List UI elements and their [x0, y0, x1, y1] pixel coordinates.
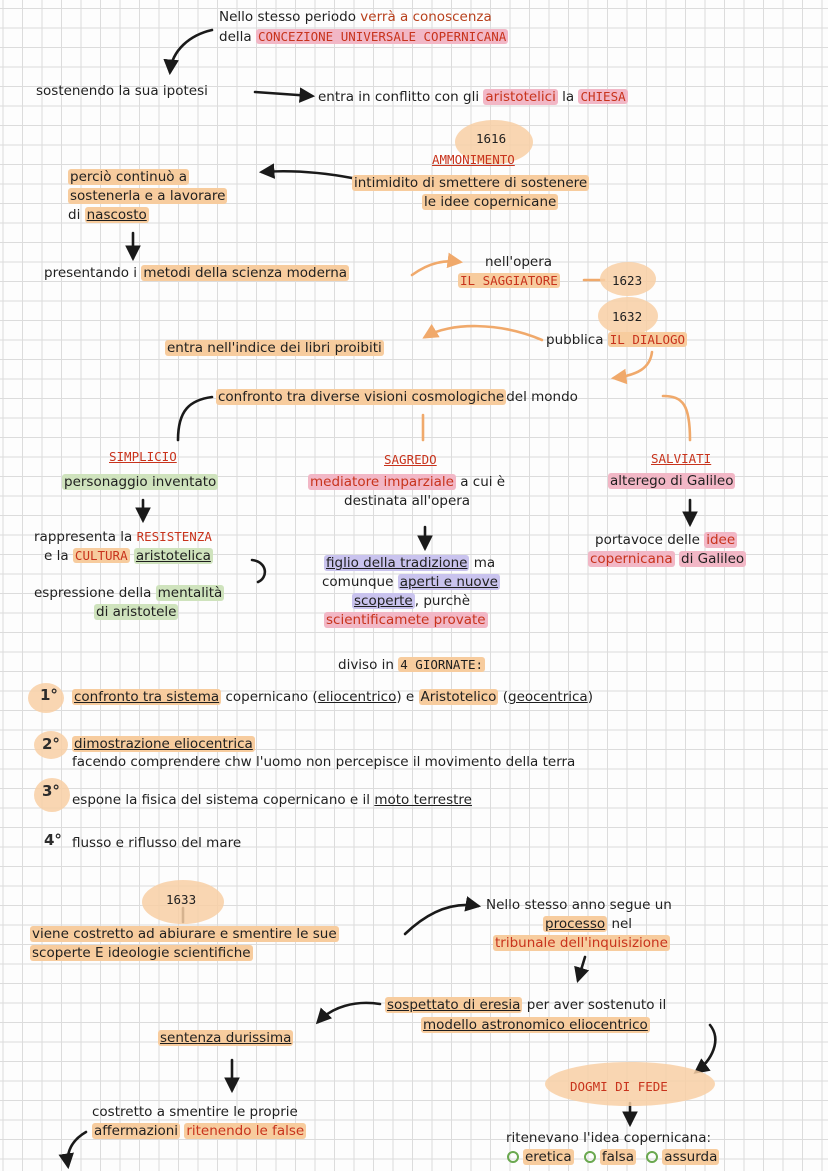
salviati-line-2: copernicana di Galileo: [590, 551, 745, 567]
intro-line-2: della CONCEZIONE UNIVERSALE COPERNICANA: [219, 29, 507, 45]
trial-left-1: viene costretto ad abiurare e smentire le sue: [32, 926, 337, 942]
bullet-icon: [646, 1151, 658, 1163]
day-3-number: 3°: [42, 782, 60, 800]
idea-line: ritenevano l'idea copernicana:: [506, 1130, 712, 1146]
day-2-text: dimostrazione eliocentrica: [74, 736, 253, 752]
salviati-name: SALVIATI: [651, 451, 712, 466]
trial-left-2: scoperte E ideologie scientifiche: [32, 945, 251, 961]
continued-line-3: di nascosto: [68, 207, 147, 223]
saggiatore-year: 1623: [612, 273, 643, 288]
sagredo-line-1: figlio della tradizione ma: [326, 555, 496, 571]
sagredo-desc: mediatore imparziale a cui è: [310, 474, 506, 490]
day-4-text: flusso e riflusso del mare: [72, 835, 242, 851]
trial-right-2: processo nel: [545, 916, 633, 932]
index-line: entra nell'indice dei libri proibiti: [167, 340, 382, 356]
hypothesis-left: sostenendo la sua ipotesi: [36, 83, 208, 99]
hypothesis-right: entra in conflitto con gli aristotelici la CHIESA: [318, 89, 626, 105]
days-heading: diviso in 4 GIORNATE:: [338, 657, 484, 673]
simplicio-line-4: di aristotele: [96, 604, 177, 620]
suspect-line-2: modello astronomico eliocentrico: [423, 1017, 648, 1033]
sentence-label: sentenza durissima: [160, 1030, 292, 1046]
trial-right-3: tribunale dell'inquisizione: [495, 935, 668, 951]
sagredo-desc-2: destinata all'opera: [344, 493, 471, 509]
simplicio-line-2: e la CULTURA aristotelica: [44, 548, 211, 564]
saggiatore-opera: nell'opera: [485, 254, 553, 270]
warning-line-2: le idee copernicane: [424, 194, 557, 210]
simplicio-name: SIMPLICIO: [109, 449, 177, 464]
dogmi-title: DOGMI DI FEDE: [570, 1079, 668, 1094]
forced-line-2: affermazioni ritenendo le false: [94, 1123, 305, 1139]
methods-line: presentando i metodi della scienza moderna: [44, 265, 348, 281]
comparison-line: confronto tra diverse visioni cosmologiche del mondo: [218, 389, 578, 405]
bullet-icon: [507, 1151, 519, 1163]
warning-line-1: intimidito di smettere di sostenere: [354, 175, 588, 191]
continued-line-1: perciò continuò a: [70, 169, 188, 185]
continued-line-2: sostenerla e a lavorare: [70, 188, 226, 204]
sagredo-line-4: scientificamete provate: [326, 612, 486, 628]
trial-right-1: Nello stesso anno segue un: [486, 897, 672, 913]
intro-line-1: Nello stesso periodo verrà a conoscenza: [219, 9, 492, 25]
salviati-line-1: portavoce delle idee: [595, 532, 736, 548]
day-3-text: espone la fisica del sistema copernicano e il moto terrestre: [72, 792, 472, 808]
suspect-line-1: sospettato di eresia per aver sostenuto il: [387, 997, 667, 1013]
warning-year: 1616: [476, 131, 507, 146]
warning-title: AMMONIMENTO: [432, 152, 515, 167]
sagredo-name: SAGREDO: [384, 452, 437, 467]
sagredo-line-3: scoperte , purchè: [354, 593, 470, 609]
day-1-text: confronto tra sistema copernicano (eliocentrico) e Aristotelico (geocentrica): [74, 689, 593, 705]
trial-year: 1633: [166, 892, 197, 907]
simplicio-line-1: rappresenta la RESISTENZA: [34, 529, 212, 545]
day-1-number: 1°: [40, 686, 58, 704]
forced-line-1: costretto a smentire le proprie: [92, 1104, 298, 1120]
idea-adjectives: eretica falsa assurda: [507, 1148, 719, 1166]
bullet-icon: [584, 1151, 596, 1163]
day-2-number: 2°: [42, 735, 60, 753]
simplicio-line-3: espressione della mentalità: [34, 585, 223, 601]
simplicio-desc: personaggio inventato: [64, 474, 217, 490]
salviati-desc: alterego di Galileo: [610, 473, 734, 489]
dialogo-line: pubblica IL DIALOGO: [546, 332, 686, 348]
day-4-number: 4°: [44, 831, 62, 849]
saggiatore-title: IL SAGGIATORE: [460, 273, 558, 288]
sagredo-line-2: comunque aperti e nuove: [322, 574, 498, 590]
dialogo-year: 1632: [612, 309, 643, 324]
day-2-text-2: facendo comprendere chw l'uomo non percepisce il movimento della terra: [72, 754, 576, 770]
